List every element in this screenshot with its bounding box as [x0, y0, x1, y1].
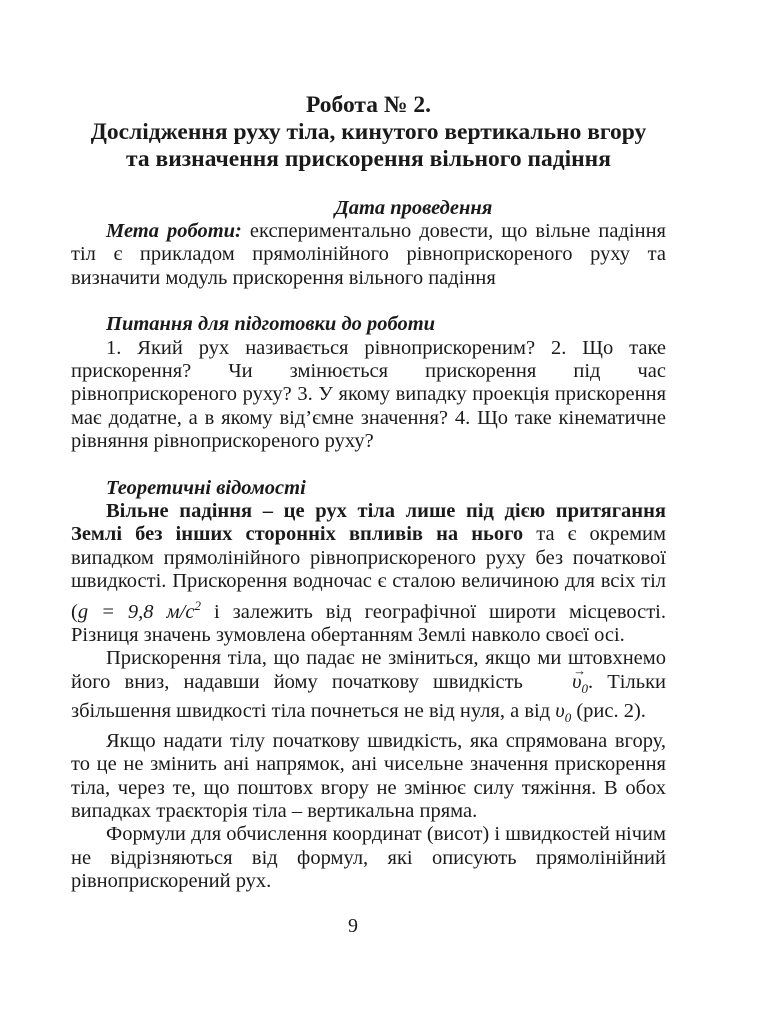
- questions-paragraph: 1. Який рух називається рівноприскореним? 2. Що таке прискорення? Чи змінюється прискорення під час рівноприскореного руху? 3. У якому випадку проекція прискорення має додатне, а в якому від’ємне значення? 4. Що таке кінематичне рівняння рівноприскореного руху?: [71, 336, 666, 453]
- theory-heading: Теоретичні відомості: [106, 476, 306, 499]
- initial-velocity-variable: [555, 700, 572, 726]
- title-line-1: Робота № 2.: [306, 92, 431, 118]
- theory-p1-text: та є окремим випадком прямолінійного рівноприскореного руху без початкової швидкості. Прискорення водночас є сталою величиною для всіх тіл (: [71, 523, 666, 623]
- page-number: 9: [348, 915, 358, 937]
- velocity-subscript: 0: [581, 680, 588, 696]
- velocity-var-subscript: 0: [564, 710, 572, 726]
- theory-p2-mid: . Тільки збільшення швидкості тіла почнеться не від нуля, а від: [71, 670, 667, 723]
- goal-text: експериментально довести, що вільне падіння тіл є прикладом прямолінійного рівноприскореного руху та визначити модуль прискорення вільного падіння: [71, 220, 666, 289]
- theory-p2-text: Прискорення тіла, що падає не зміниться, якщо ми штовхнемо його вниз, надавши йому початкову швидкість: [71, 647, 666, 693]
- initial-velocity-vector: [537, 671, 588, 701]
- gravity-formula-exponent: 2: [194, 597, 201, 613]
- title-line-2: Дослідження руху тіла, кинутого вертикально вгору: [90, 119, 647, 145]
- gravity-formula: g = 9,8 м/с: [77, 600, 195, 623]
- theory-p2-tail: (рис. 2).: [571, 700, 646, 723]
- theory-paragraph-4: Формули для обчислення координат (висот) і швидкостей нічим не відрізняються від формул, які описують прямолінійний рівноприскорений рух.: [71, 823, 666, 893]
- title-line-3: та визначення прискорення вільного падіння: [126, 146, 611, 172]
- goal-paragraph: [71, 220, 666, 290]
- page-title: [71, 92, 666, 173]
- velocity-var-symbol: υ: [555, 700, 565, 723]
- velocity-symbol: υ: [572, 670, 582, 693]
- free-fall-definition: Вільне падіння – це рух тіла лише під дією притягання Землі без інших сторонніх впливів на нього: [71, 500, 666, 546]
- questions-heading: Питання для підготовки до роботи: [106, 313, 436, 336]
- theory-paragraph-1: [71, 500, 666, 647]
- theory-paragraph-2: [71, 647, 666, 729]
- date-label: Дата проведення: [334, 197, 493, 219]
- theory-paragraph-3: Якщо надати тілу початкову швидкість, яка спрямована вгору, то це не змінить ані напрямок, ані чисельне значення прискорення тіла, через те, що поштовх вгору не змінює силу тяжіння. В обох випадках траєкторія тіла – вертикальна пряма.: [71, 729, 666, 822]
- goal-label: Мета роботи:: [106, 220, 242, 242]
- theory-p1-tail: і залежить від географічної широти місцевості. Різниця значень зумовлена обертанням Землі навколо своєї осі.: [71, 600, 666, 646]
